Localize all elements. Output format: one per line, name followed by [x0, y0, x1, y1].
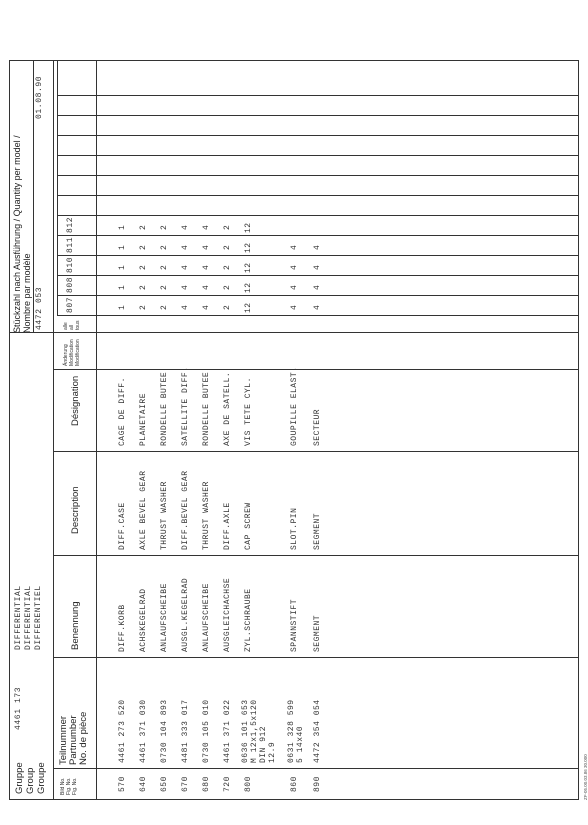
benennung: SPANNSTIFT — [290, 598, 299, 652]
modification-head-de: Änderung — [63, 344, 69, 366]
part-number: 4461 273 520 — [118, 699, 127, 763]
fig-no-head-de: Bild No. — [60, 777, 66, 795]
col-rule-fig — [53, 768, 579, 769]
part-number: 4461 371 022 — [223, 699, 232, 763]
description: THRUST WASHER — [160, 481, 169, 550]
part-number: 0636 101 653 — [241, 699, 250, 763]
qty-807: 2 — [139, 304, 148, 310]
qty-807: 2 — [160, 304, 169, 310]
qty-808: 12 — [244, 282, 253, 293]
designation: RONDELLE BUTEE — [202, 371, 211, 446]
qty-811: 2 — [223, 244, 232, 250]
part-number: 0631 328 599 — [287, 699, 296, 763]
fig-number: 670 — [181, 776, 190, 792]
col-rule-designation — [53, 369, 579, 370]
quantity-rule-1 — [33, 60, 34, 333]
qty-810: 2 — [139, 264, 148, 270]
description: SEGMENT — [313, 512, 322, 550]
benennung: AUSGL.KEGELRAD — [181, 577, 190, 652]
qty-812: 2 — [160, 224, 169, 230]
col-rule-spare-6 — [57, 95, 579, 96]
part-number: 4481 333 017 — [181, 699, 190, 763]
designation: GOUPILLE ELAST. — [290, 366, 299, 446]
benennung: AUSGLEICHACHSE — [223, 577, 232, 652]
col-rule-808 — [57, 275, 579, 276]
col-rule-807 — [57, 295, 579, 296]
col-rule-all — [57, 315, 579, 316]
qty-811: 2 — [139, 244, 148, 250]
qty-810: 1 — [118, 264, 127, 270]
fig-number: 890 — [313, 776, 322, 792]
qty-807: 1 — [118, 304, 127, 310]
part-number-head-en: Partnumber — [68, 715, 79, 765]
fig-number: 650 — [160, 776, 169, 792]
fig-number: 720 — [223, 776, 232, 792]
benennung: SEGMENT — [313, 614, 322, 652]
col-rule-spare-1 — [57, 195, 579, 196]
benennung: DIFF.KORB — [118, 604, 127, 652]
part-spec-line: 12.9 — [268, 741, 277, 763]
designation: PLANETAIRE — [139, 392, 148, 446]
modification-head-fr: Modification — [75, 339, 81, 366]
qty-811: 1 — [118, 244, 127, 250]
qty-807: 4 — [313, 304, 322, 310]
description: DIFF.CASE — [118, 502, 127, 550]
col-rule-811 — [57, 235, 579, 236]
designation-head: Désignation — [70, 375, 81, 426]
part-number: 0730 105 010 — [202, 699, 211, 763]
qty-810: 4 — [290, 264, 299, 270]
qty-810: 2 — [223, 264, 232, 270]
fig-no-head-fr: Fig. No. — [72, 777, 78, 795]
description: AXLE BEVEL GEAR — [139, 470, 148, 550]
designation: SATELLITE DIFF. — [181, 366, 190, 446]
benennung-head: Benennung — [70, 601, 81, 650]
col-rule-spare-3 — [57, 155, 579, 156]
gruppe-label: Gruppe — [14, 762, 25, 794]
col-rule-spare-5 — [57, 115, 579, 116]
group-label: Group — [25, 767, 36, 794]
group-number: 4461 173 — [14, 686, 23, 730]
qty-812: 1 — [118, 224, 127, 230]
qty-807: 4 — [202, 304, 211, 310]
qty-810: 2 — [160, 264, 169, 270]
description: DIFF.AXLE — [223, 502, 232, 550]
benennung: ANLAUFSCHEIBE — [160, 583, 169, 652]
col-rule-description — [53, 451, 579, 452]
fig-number: 680 — [202, 776, 211, 792]
qty-811: 12 — [244, 242, 253, 253]
col-rule-benennung — [53, 555, 579, 556]
benennung: ANLAUFSCHEIBE — [202, 583, 211, 652]
part-number: 4461 371 030 — [139, 699, 148, 763]
benennung: ACHSKEGELRAD — [139, 588, 148, 652]
quantity-title: Stückzahl nach Ausführung / Quantity per model / — [12, 135, 22, 333]
qty-808: 2 — [160, 284, 169, 290]
benennung: ZYL.SCHRAUBE — [244, 588, 253, 652]
part-number: 4472 354 054 — [313, 699, 322, 763]
qty-808: 4 — [202, 284, 211, 290]
model-811-head: 811 — [66, 236, 75, 253]
qty-812: 4 — [202, 224, 211, 230]
qty-810: 4 — [313, 264, 322, 270]
qty-812: 2 — [223, 224, 232, 230]
designation: RONDELLE BUTEE — [160, 371, 169, 446]
fig-number: 570 — [118, 776, 127, 792]
qty-811: 4 — [290, 244, 299, 250]
qty-808: 1 — [118, 284, 127, 290]
qty-812: 2 — [139, 224, 148, 230]
qty-811: 4 — [181, 244, 190, 250]
qty-810: 4 — [202, 264, 211, 270]
qty-807: 4 — [181, 304, 190, 310]
col-rule-spare-4 — [57, 135, 579, 136]
model-base: 4472 053 — [35, 286, 44, 330]
model-812-head: 812 — [66, 216, 75, 233]
all-head-fr: tous — [75, 320, 81, 330]
groupe-label: Groupe — [36, 762, 47, 794]
all-head-en: all — [69, 324, 75, 330]
qty-808: 2 — [139, 284, 148, 290]
qty-807: 4 — [290, 304, 299, 310]
model-807-head: 807 — [66, 296, 75, 313]
description: THRUST WASHER — [202, 481, 211, 550]
col-rule-812 — [57, 215, 579, 216]
col-rule-modification — [9, 332, 579, 333]
all-head-de: alle — [63, 322, 69, 330]
group-name-fr: DIFFERENTIEL — [34, 585, 43, 650]
designation: VIS TETE CYL. — [244, 377, 253, 446]
designation: AXE DE SATELL. — [223, 371, 232, 446]
qty-810: 4 — [181, 264, 190, 270]
col-rule-810 — [57, 255, 579, 256]
part-number-head-fr: No. de pièce — [78, 711, 89, 765]
designation: SECTEUR — [313, 408, 322, 446]
qty-810: 12 — [244, 262, 253, 273]
part-spec-line: 5 14x40 — [296, 725, 305, 763]
modification-head-en: Modification — [69, 339, 75, 366]
footer-code: ZF-05.00.03.86 30.000 — [583, 754, 588, 800]
model-810-head: 810 — [66, 256, 75, 273]
qty-812: 12 — [244, 222, 253, 233]
rotated-parts-list — [9, 60, 588, 800]
part-spec-line: M 12x1,5x120 — [250, 699, 259, 763]
group-name-en: DIFFERENTIAL — [24, 585, 33, 650]
quantity-title-fr: Nombre par modèle — [22, 253, 32, 333]
fig-number: 640 — [139, 776, 148, 792]
part-spec-line: DIN 912 — [259, 725, 268, 763]
qty-807: 2 — [223, 304, 232, 310]
header-rule — [53, 60, 54, 800]
part-number-head-de: Teilnummer — [58, 715, 69, 765]
fig-no-head-en: Fig. No. — [66, 777, 72, 795]
quantity-rule-2 — [57, 60, 58, 316]
model-808-head: 808 — [66, 276, 75, 293]
date: 01.08.90 — [35, 75, 44, 119]
qty-811: 2 — [160, 244, 169, 250]
qty-808: 4 — [181, 284, 190, 290]
qty-808: 4 — [313, 284, 322, 290]
description-head: Description — [70, 486, 81, 534]
col-rule-part — [53, 657, 579, 658]
col-rule-spare-2 — [57, 175, 579, 176]
qty-812: 4 — [181, 224, 190, 230]
fig-number: 860 — [290, 776, 299, 792]
fig-number: 800 — [244, 776, 253, 792]
group-name-de: DIFFERENTIAL — [14, 585, 23, 650]
qty-808: 4 — [290, 284, 299, 290]
qty-811: 4 — [202, 244, 211, 250]
qty-811: 4 — [313, 244, 322, 250]
qty-807: 12 — [244, 302, 253, 313]
qty-808: 2 — [223, 284, 232, 290]
description: CAP SCREW — [244, 502, 253, 550]
designation: CAGE DE DIFF. — [118, 377, 127, 446]
description: DIFF.BEVEL GEAR — [181, 470, 190, 550]
description: SLOT.PIN — [290, 507, 299, 550]
part-number: 0730 104 893 — [160, 699, 169, 763]
